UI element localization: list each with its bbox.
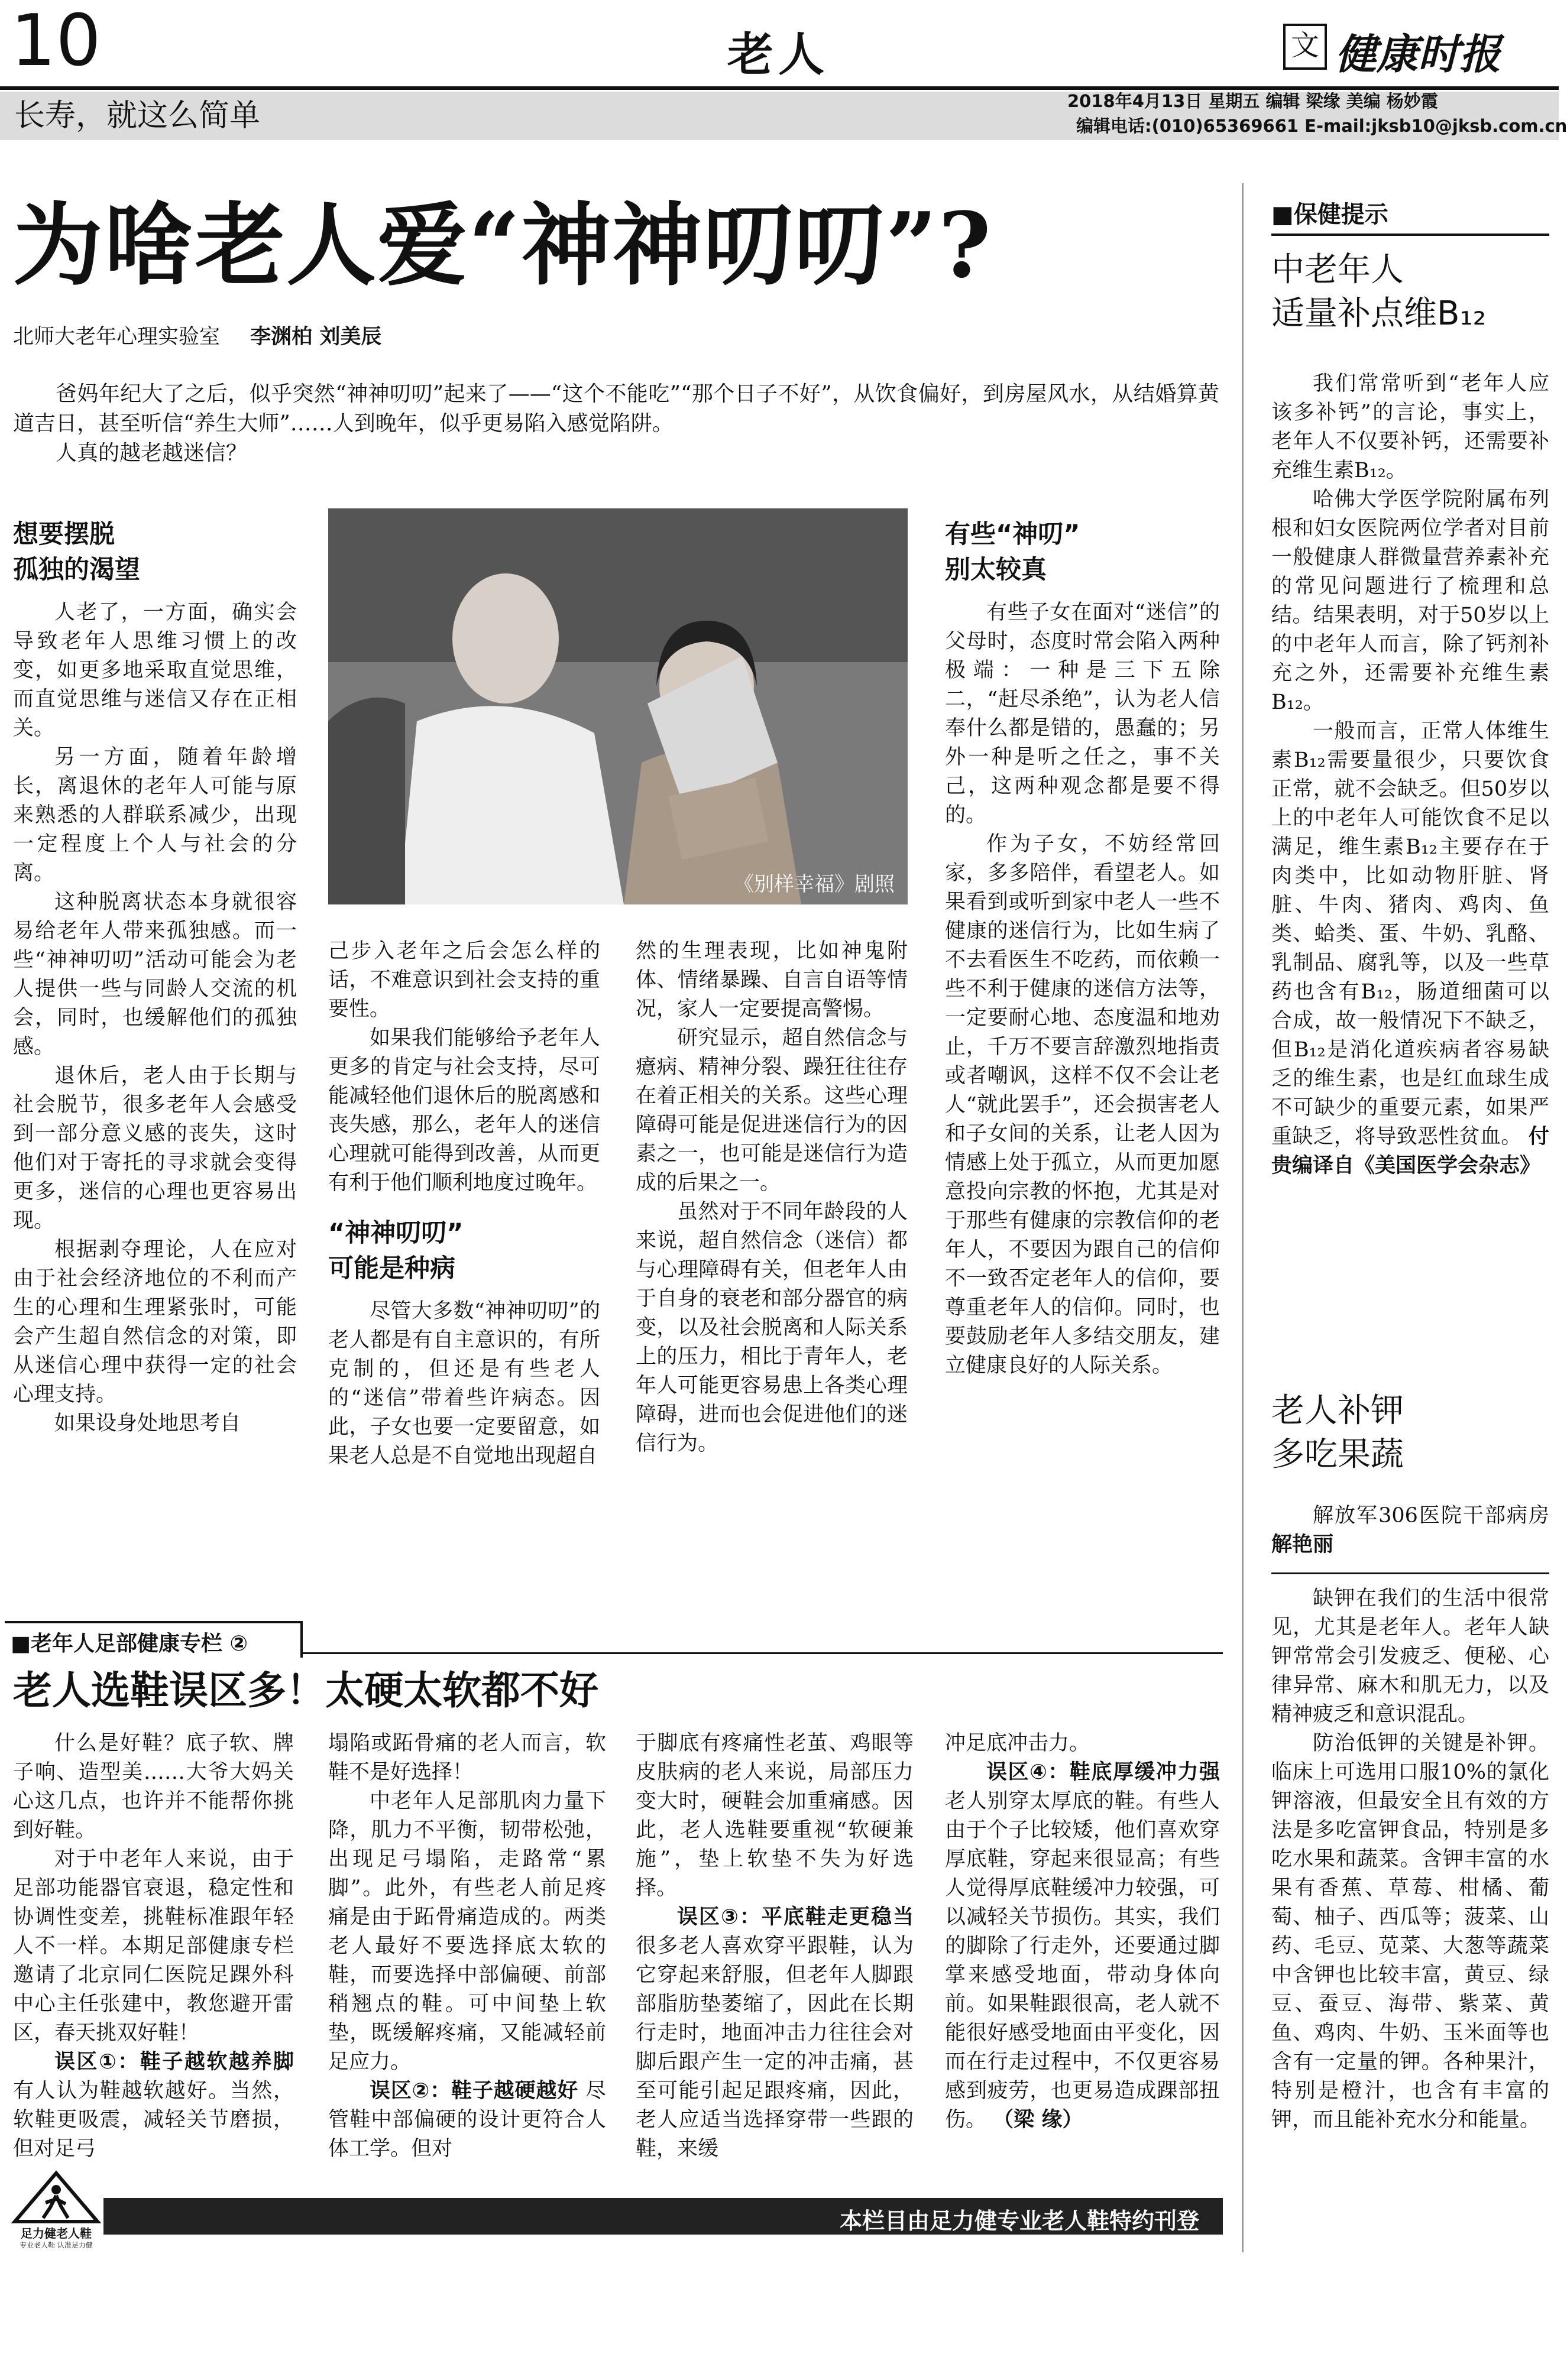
paragraph-continued: 于脚底有疼痛性老茧、鸡眼等皮肤病的老人来说，局部压力变大时，硬鞋会加重痛感。因此，老人选鞋要重视“软硬兼施”，垫上软垫不失为好选择。 — [636, 1732, 914, 1900]
subhead-dont-argue: 有些“神叨” 别太较真 — [945, 520, 1080, 585]
paragraph-continued: 然的生理表现，比如神鬼附体、情绪暴躁、自言自语等情况，家人一定要提高警惕。 — [636, 939, 908, 1021]
shoe-headline: 老人选鞋误区多！太硬太软都不好 — [13, 1668, 598, 1713]
sidebar-label: ■保健提示 — [1271, 201, 1388, 228]
myth-1-text: 有人认为鞋越软越好。当然，软鞋更吸震，减轻关节磨损，但对足弓 — [13, 2079, 294, 2161]
paragraph: 如果设身处地思考自 — [54, 1412, 241, 1435]
sponsor-band — [103, 2198, 1223, 2235]
byline-authors: 李渊柏 刘美辰 — [250, 325, 382, 349]
shoe-top-rule — [300, 1652, 1223, 1654]
paragraph: 哈佛大学医学院附属布列根和妇女医院两位学者对目前一般健康人群微量营养素补充的常见问题进行了梳理和总结。结果表明，对于50岁以上的中老年人而言，除了钙剂补充之外，还需要补充维生素B₁₂。 — [1271, 488, 1549, 714]
myth-3 — [636, 1903, 914, 2164]
sponsor-text: 本栏目由足力健专业老人鞋特约刊登 — [839, 2208, 1199, 2234]
paragraph-continued: 冲足底冲击力。 — [945, 1732, 1090, 1755]
lead-question: 人真的越老越迷信？ — [56, 441, 248, 465]
lead-paragraph — [13, 380, 1219, 468]
sponsor-logo-name: 足力健老人鞋 — [21, 2226, 92, 2240]
subhead-loneliness: 想要摆脱 孤独的渴望 — [13, 520, 140, 585]
paragraph: 缺钾在我们的生活中很常见，尤其是老年人。老年人缺钾常常会引发疲乏、便秘、心律异常、麻木和肌无力，以及精神疲乏和意识混乱。 — [1271, 1587, 1549, 1726]
potassium-byline-org: 解放军306医院干部病房 — [1313, 1504, 1549, 1528]
myth-4 — [945, 1758, 1220, 2135]
drama-still-photo — [328, 508, 908, 904]
sponsor-logo — [9, 2171, 103, 2248]
shoe-column-4 — [945, 1729, 1220, 2132]
newspaper-logo — [1283, 21, 1549, 79]
logo-text: 健康时报 — [1335, 30, 1501, 79]
shoe-column-1 — [13, 1729, 294, 2161]
page-number: 10 — [11, 0, 101, 82]
paragraph: 有些子女在面对“迷信”的父母时，态度时常会陷入两种极端：一种是三下五除二，“赶尽杀绝”，认为老人信奉什么都是错的，愚蠢的；另外一种是听之任之，事不关己，这两种观念都是要不得的。 — [945, 601, 1220, 827]
sponsor-logo-slogan: 专业老人鞋 认准足力健 — [20, 2241, 93, 2249]
myth-3-text: 很多老人喜欢穿平跟鞋，认为它穿起来舒服，但老年人脚跟部脂肪垫萎缩了，因此在长期行走时，地面冲击力往往会对脚后跟产生一定的冲击痛，甚至可能引起足跟疼痛，因此，老人应适当选择穿带一些跟的鞋，来缓 — [636, 1934, 914, 2161]
paragraph: 作为子女，不妨经常回家，多多陪伴，看望老人。如果看到或听到家中老人一些不健康的迷信行为，比如生病了不去看医生不吃药，而依赖一些不利于健康的迷信方法等，一定要耐心地、态度温和地劝止，千万不要言辞激烈地指责或者嘲讽，这样不仅不会让老人“就此罢手”，还会损害老人和子女间的关系，让老人因为情感上处于孤立，从而更加愿意投向宗教的怀抱，尤其是对于那些有健康的宗教信仰的老年人，不要因为跟自己的信仰不一致否定老年人的信仰，要尊重老年人的信仰。同时，也要鼓励老年人多结交朋友，建立健康良好的人际关系。 — [945, 832, 1220, 1377]
paragraph: 根据剥夺理论，人在应对由于社会经济地位的不利而产生的心理和生理紧张时，可能会产生超自然信念的对策，即从迷信心理中获得一定的社会心理支持。 — [13, 1238, 297, 1406]
b12-headline: 中老年人 适量补点维B₁₂ — [1271, 251, 1487, 333]
article-column-4 — [945, 513, 1220, 1601]
potassium-author: 解艳丽 — [1271, 1533, 1334, 1557]
myth-1 — [13, 2048, 294, 2164]
article-column-3 — [636, 937, 908, 1599]
tagline: 长寿，就这么简单 — [14, 98, 261, 134]
main-headline: 为啥老人爱“神神叨叨”? — [13, 192, 992, 298]
paragraph: 尽管大多数“神神叨叨”的老人都是有自主意识的，有所克制的，但还是有些老人的“迷信”带着些许病态。因此，子女也要一定要留意，如果老人总是不自觉地出现超自 — [328, 1299, 600, 1468]
shoe-column-2 — [328, 1729, 606, 2161]
shoe-column-3 — [636, 1729, 914, 2161]
author-signature: （梁 缘） — [993, 2108, 1083, 2132]
paragraph: 防治低钾的关键是补钾。临床上可选用口服10%的氯化钾溶液，但最安全且有效的方法是多吃富钾食品，特别是多吃水果和蔬菜。含钾丰富的水果有香蕉、草莓、柑橘、葡萄、柚子、西瓜等；菠菜、山药、毛豆、苋菜、大葱等蔬菜中含钾也比较丰富，黄豆、绿豆、蚕豆、海带、紫菜、黄鱼、鸡肉、牛奶、玉米面等也含有一定量的钾。各种果汁，特别是橙汁，也含有丰富的钾，而且能补充水分和能量。 — [1271, 1732, 1549, 2132]
paragraph: 虽然对于不同年龄段的人来说，超自然信念（迷信）都与心理障碍有关，但老年人由于自身的衰老和部分器官的病变，以及社会脱离和人际关系上的压力，相比于青年人，老年人可能更容易患上各类心理障碍，进而也会促进他们的迷信行为。 — [636, 1200, 908, 1455]
paragraph: 中老年人足部肌肉力量下降，肌力不平衡，韧带松弛，出现足弓塌陷，走路常“累脚”。此外，有些老人前足疼痛是由于跖骨痛造成的。两类老人最好不要选择底太软的鞋，而要选择中部偏硬、前部稍翘点的鞋。可中间垫上软垫，既缓解疼痛，又能减轻前足应力。 — [328, 1789, 606, 2074]
subhead-illness: “神神叨叨” 可能是种病 — [328, 1218, 464, 1283]
myth-4-label: 误区④：鞋底厚缓冲力强 — [986, 1760, 1220, 1784]
contact-line: 编辑电话:(010)65369661 E-mail:jksb10@jksb.com.cn — [1076, 116, 1567, 136]
myth-1-label: 误区①：鞋子越软越养脚 — [54, 2050, 294, 2074]
paragraph: 对于中老年人来说，由于足部功能器官衰退，稳定性和协调性变差，挑鞋标准跟年轻人不一样。本期足部健康专栏邀请了北京同仁医院足踝外科中心主任张建中，教您避开雷区，春天挑双好鞋！ — [13, 1847, 294, 2045]
section-title: 老人 — [727, 28, 830, 82]
photo-illustration — [328, 508, 908, 904]
paragraph: 这种脱离状态本身就很容易给老年人带来孤独感。而一些“神神叨叨”活动可能会为老人提供一些与同龄人交流的机会，同时，也缓解他们的孤独感。 — [13, 890, 297, 1059]
myth-4-text: 老人别穿太厚底的鞋。有些人由于个子比较矮，他们喜欢穿厚底鞋，穿起来很显高；有些人觉得厚底鞋缓冲力较强，可以减轻关节损伤。其实，我们的脚除了行走外，还要通过脚掌来感受地面，带动身体向前。如果鞋跟很高，老人就不能很好感受地面由平变化，因而在行走过程中，不仅更容易感到疲劳，也更易造成踝部扭伤。 — [945, 1789, 1220, 2132]
b12-credit: 付贵编译自《美国医学会杂志》 — [1271, 1125, 1549, 1178]
paragraph: 如果我们能够给予老年人更多的肯定与社会支持，尽可能减轻他们退休后的脱离感和丧失感，那么，老年人的迷信心理就可能得到改善，从而更有利于他们顺利地度过晚年。 — [328, 1026, 600, 1195]
potassium-byline-rule — [1271, 1572, 1549, 1574]
paragraph-continued: 塌陷或跖骨痛的老人而言，软鞋不是好选择！ — [328, 1732, 606, 1784]
date-line: 2018年4月13日 星期五 编辑 梁缘 美编 杨妙霞 — [1067, 91, 1438, 111]
myth-2 — [328, 2077, 606, 2164]
walking-figure-icon — [9, 2171, 103, 2224]
myth-2-label: 误区②：鞋子越硬越好 — [370, 2079, 579, 2103]
potassium-headline: 老人补钾 多吃果蔬 — [1271, 1392, 1404, 1474]
paragraph: 研究显示，超自然信念与癔病、精神分裂、躁狂往往存在着正相关的关系。这些心理障碍可能是促进迷信行为的因素之一，也可能是迷信行为造成的后果之一。 — [636, 1026, 908, 1195]
paragraph: 人老了，一方面，确实会导致老年人思维习惯上的改变，如更多地采取直觉思维，而直觉思维与迷信又存在正相关。 — [13, 601, 297, 740]
potassium-byline — [1271, 1502, 1549, 1559]
shoe-column-label: ■老年人足部健康专栏 ② — [11, 1632, 248, 1656]
paragraph: 一般而言，正常人体维生素B₁₂需要量很少，只要饮食正常，就不会缺乏。但50岁以上的中老年人可能饮食不足以满足，维生素B₁₂主要存在于肉类中，比如动物肝脏、肾脏、牛肉、猪肉、鸡肉、鱼类、蛤类、蛋、牛奶、乳酪、乳制品、腐乳等，以及一些草药也含有B₁₂，肠道细菌可以合成，故一般情况下不缺乏，但B₁₂是消化道疾病者容易缺乏的维生素，也是红血球生成不可缺少的重要元素，如果严重缺乏，将导致恶性贫血。 付贵编译自《美国医学会杂志》 — [1271, 719, 1549, 1178]
article-column-2 — [328, 937, 600, 1599]
paragraph: 什么是好鞋？底子软、牌子响、造型美……大爷大妈关心这几点，也许并不能帮你挑到好鞋。 — [13, 1732, 294, 1842]
logo-seal: 文 — [1283, 24, 1327, 70]
paragraph-continued: 己步入老年之后会怎么样的话，不难意识到社会支持的重要性。 — [328, 939, 600, 1021]
myth-3-label: 误区③：平底鞋走更稳当 — [677, 1905, 914, 1929]
sidebar-divider — [1242, 183, 1244, 2252]
byline-org: 北师大老年心理实验室 — [13, 325, 221, 349]
myth-2-text: 尽管鞋中部偏硬的设计更符合人体工学。但对 — [328, 2079, 606, 2161]
paragraph: 我们常常听到“老年人应该多补钙”的言论，事实上，老年人不仅要补钙，还需要补充维生素B₁₂。 — [1271, 372, 1549, 482]
photo-caption: 《别样幸福》剧照 — [734, 873, 895, 896]
potassium-article — [1271, 1584, 1549, 2246]
sidebar-label-rule — [1271, 234, 1549, 236]
byline — [13, 322, 381, 352]
b12-article — [1271, 369, 1549, 1380]
lead-text: 爸妈年纪大了之后，似乎突然“神神叨叨”起来了——“这个不能吃”“那个日子不好”，从饮食偏好，到房屋风水，从结婚算黄道吉日，甚至听信“养生大师”……人到晚年，似乎更易陷入感觉陷阱。 — [13, 382, 1219, 436]
paragraph: 退休后，老人由于长期与社会脱节，很多老年人会感受到一部分意义感的丧失，这时他们对于寄托的寻求就会变得更多，迷信的心理也更容易出现。 — [13, 1064, 297, 1233]
shoe-column-tab — [5, 1621, 303, 1658]
paragraph: 另一方面，随着年龄增长，离退休的老年人可能与原来熟悉的人群联系减少，出现一定程度上个人与社会的分离。 — [13, 745, 297, 885]
article-column-1 — [13, 513, 297, 1601]
